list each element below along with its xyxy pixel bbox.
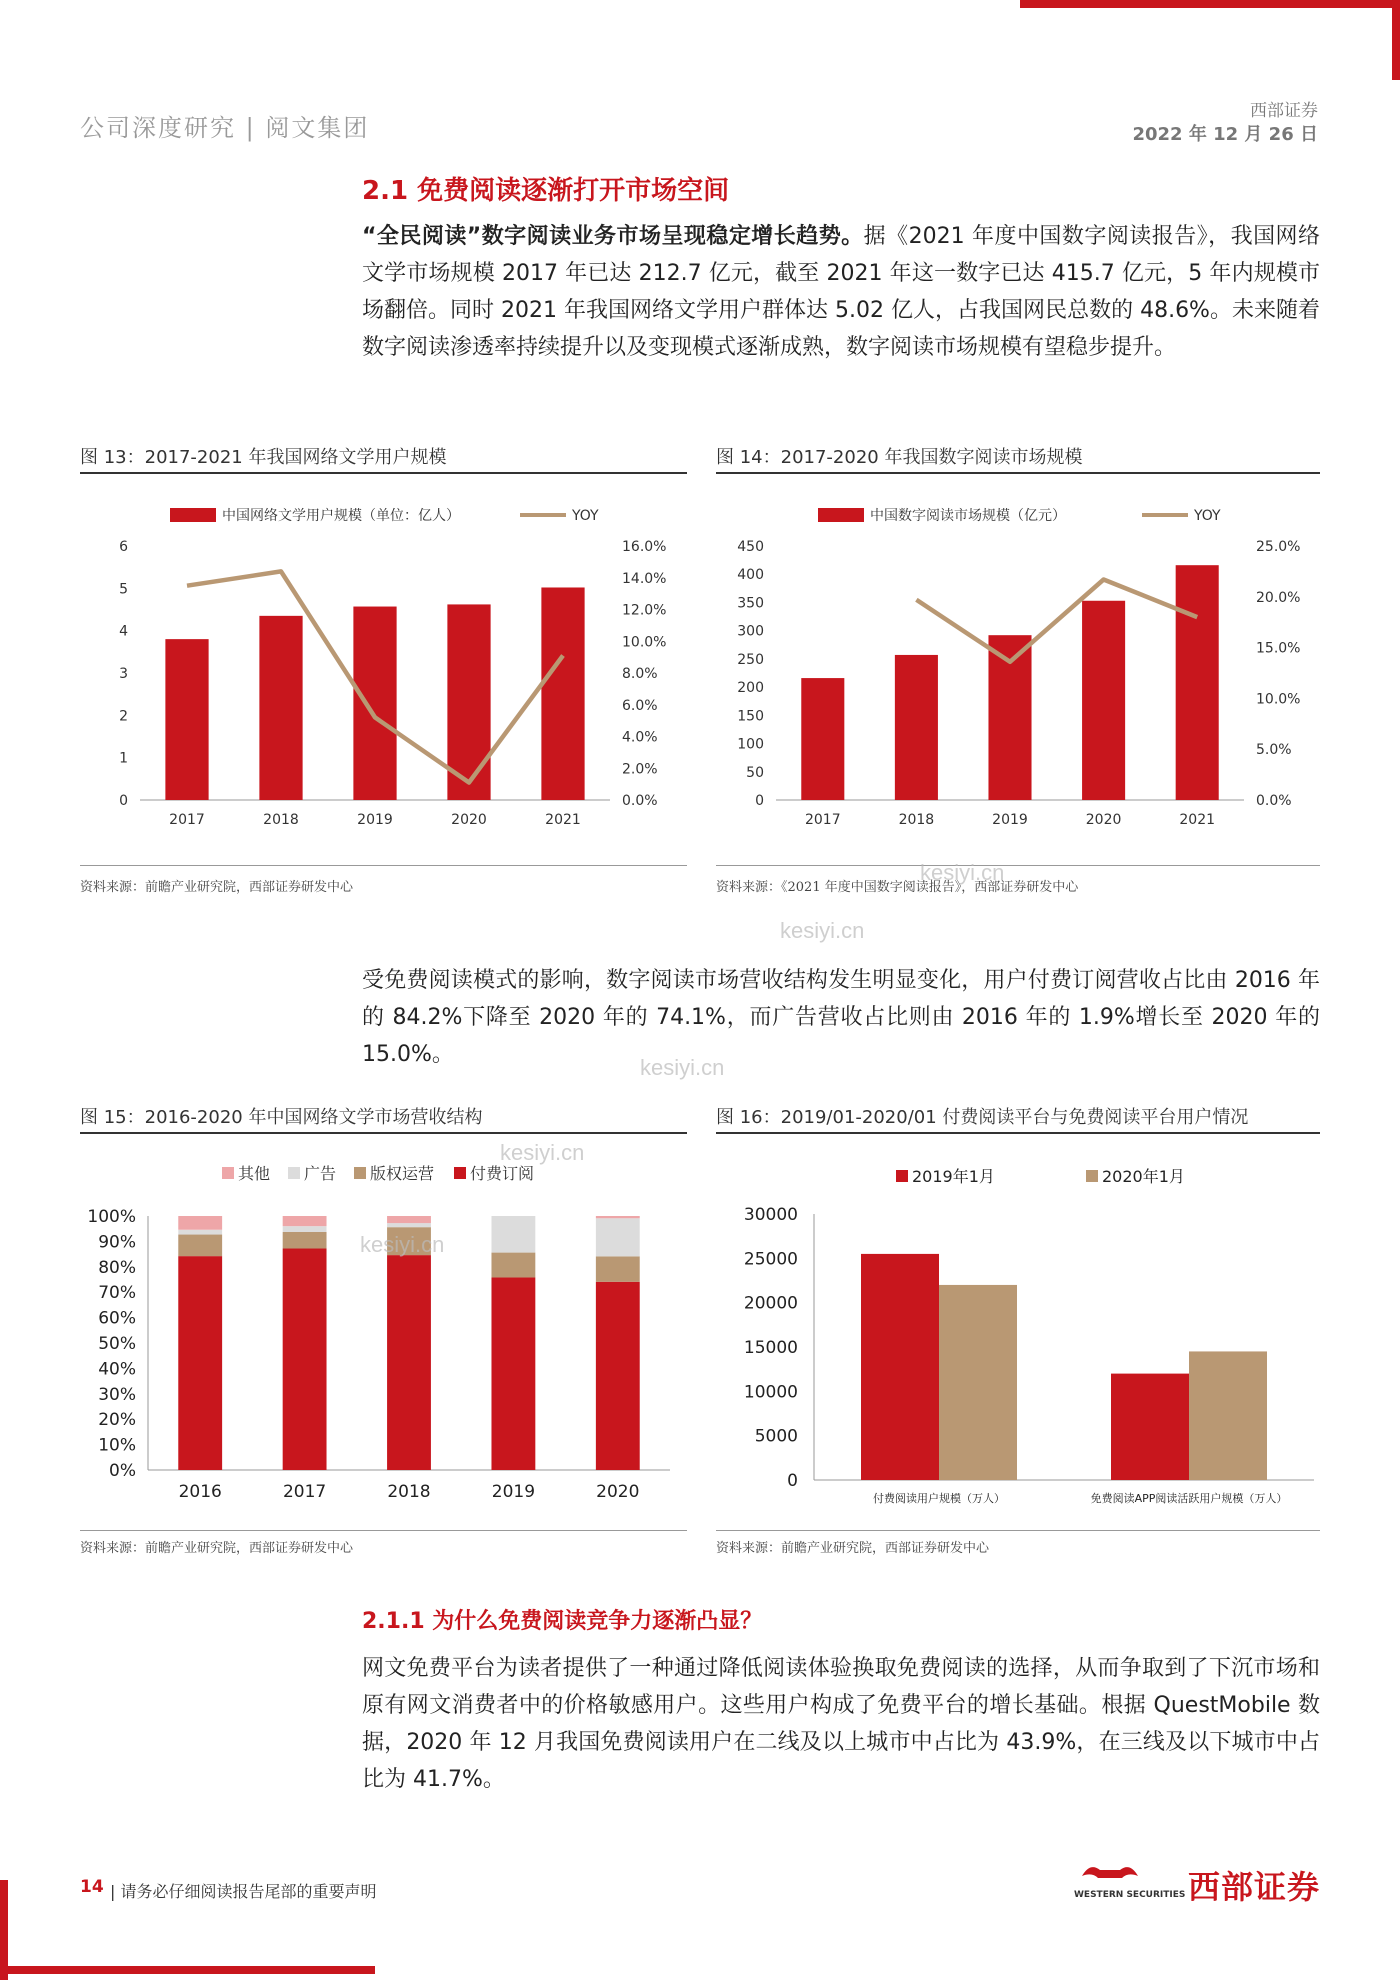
watermark: kesiyi.cn bbox=[780, 918, 865, 943]
stacked-bar-segment bbox=[491, 1253, 535, 1278]
yoy-line bbox=[916, 580, 1197, 662]
header-report-type: 公司深度研究 | 阅文集团 bbox=[80, 114, 370, 142]
subsection-title: 2.1.1 为什么免费阅读竞争力逐渐凸显？ bbox=[362, 1609, 763, 1634]
stacked-bar-segment bbox=[491, 1216, 535, 1253]
legend-swatch bbox=[454, 1167, 466, 1179]
x-tick-label: 2020 bbox=[451, 812, 487, 828]
y-right-tick-label: 20.0% bbox=[1256, 589, 1301, 606]
y-left-tick-label: 200 bbox=[737, 680, 764, 697]
y-left-tick-label: 6 bbox=[119, 539, 128, 555]
fig14-bottom-rule bbox=[716, 865, 1320, 866]
y-tick-label: 0% bbox=[109, 1461, 136, 1481]
stacked-bar-segment bbox=[283, 1216, 327, 1226]
x-tick-label: 2018 bbox=[898, 812, 935, 828]
x-tick-label: 2017 bbox=[804, 812, 841, 828]
stacked-bar-segment bbox=[178, 1235, 222, 1257]
y-tick-label: 30000 bbox=[743, 1205, 798, 1225]
y-left-tick-label: 3 bbox=[119, 666, 128, 682]
stacked-bar-segment bbox=[387, 1223, 431, 1227]
legend-swatch bbox=[896, 1170, 908, 1182]
y-left-tick-label: 5 bbox=[119, 581, 128, 598]
x-tick-label: 付费阅读用户规模（万人） bbox=[873, 1492, 1005, 1505]
bottom-left-frame-vertical bbox=[0, 1880, 8, 1980]
y-tick-label: 10000 bbox=[743, 1382, 798, 1403]
y-tick-label: 60% bbox=[98, 1308, 136, 1329]
y-left-tick-label: 250 bbox=[737, 651, 764, 668]
y-left-tick-label: 450 bbox=[737, 539, 764, 555]
legend-label: 中国网络文学用户规模（单位：亿人） bbox=[222, 508, 460, 524]
y-left-tick-label: 300 bbox=[737, 623, 764, 640]
y-tick-label: 25000 bbox=[743, 1249, 798, 1270]
x-tick-label: 2019 bbox=[357, 812, 393, 828]
stacked-bar-segment bbox=[283, 1232, 327, 1249]
fig13-title: 图 13：2017-2021 年我国网络文学用户规模 bbox=[80, 447, 447, 468]
legend-swatch bbox=[818, 508, 864, 522]
y-left-tick-label: 0 bbox=[119, 793, 128, 809]
fig14-title: 图 14：2017-2020 年我国数字阅读市场规模 bbox=[716, 447, 1083, 468]
bar bbox=[1189, 1351, 1267, 1480]
fig14-top-rule bbox=[716, 472, 1320, 474]
top-frame-bar bbox=[1020, 0, 1400, 8]
bar bbox=[861, 1254, 939, 1480]
legend-label: 2019年1月 bbox=[912, 1167, 995, 1186]
footer-page-number: 14 bbox=[80, 1877, 104, 1897]
fig15-bottom-rule bbox=[80, 1530, 687, 1531]
bar bbox=[541, 587, 584, 800]
y-tick-label: 90% bbox=[98, 1232, 136, 1253]
y-tick-label: 80% bbox=[98, 1257, 136, 1278]
legend-swatch bbox=[354, 1167, 366, 1179]
footer-disclaimer: | 请务必仔细阅读报告尾部的重要声明 bbox=[110, 1882, 377, 1901]
fig16-title: 图 16：2019/01-2020/01 付费阅读平台与免费阅读平台用户情况 bbox=[716, 1107, 1249, 1128]
legend-swatch bbox=[288, 1167, 300, 1179]
y-tick-label: 50% bbox=[98, 1334, 136, 1354]
fig15-chart bbox=[80, 1140, 687, 1525]
revenue-paragraph: 受免费阅读模式的影响，数字阅读市场营收结构发生明显变化，用户付费订阅营收占比由 2016 年的 84.2%下降至 2020 年的 74.1%，而广告营收占比则由 2016 年的 1.9%增长至 2020 年的 15.0%。 bbox=[362, 968, 1320, 1067]
bar bbox=[259, 616, 302, 800]
intro-body: 据《2021 年度中国数字阅读报告》，我国网络文学市场规模 2017 年已达 212.7 亿元，截至 2021 年这一数字已达 415.7 亿元，5 年内规模市场翻倍。同时 2021 年我国网络文学用户群体达 5.02 亿人，占我国网民总数的 48.6%。未来随着数字阅读渗透率持续提升以及变现模式逐渐成熟，数字阅读市场规模有望稳步提升。 bbox=[362, 224, 1321, 360]
legend-swatch bbox=[170, 508, 216, 522]
fig16-top-rule bbox=[716, 1132, 1320, 1134]
x-tick-label: 2019 bbox=[992, 812, 1028, 828]
fig15-top-rule bbox=[80, 1132, 687, 1134]
y-left-tick-label: 1 bbox=[119, 750, 128, 767]
x-tick-label: 2020 bbox=[596, 1482, 640, 1502]
x-tick-label: 2019 bbox=[491, 1482, 536, 1502]
stacked-bar-segment bbox=[387, 1255, 431, 1470]
bar bbox=[1082, 601, 1125, 800]
x-tick-label: 2021 bbox=[1179, 812, 1216, 828]
y-left-tick-label: 350 bbox=[737, 595, 764, 612]
y-right-tick-label: 0.0% bbox=[1256, 793, 1292, 809]
bar bbox=[939, 1285, 1017, 1480]
y-tick-label: 30% bbox=[98, 1384, 136, 1405]
stacked-bar-segment bbox=[491, 1277, 535, 1470]
y-tick-label: 40% bbox=[98, 1359, 136, 1380]
stacked-bar-segment bbox=[596, 1218, 640, 1256]
legend-label: 中国数字阅读市场规模（亿元） bbox=[870, 508, 1066, 524]
fig16-source: 资料来源：前瞻产业研究院，西部证券研发中心 bbox=[716, 1541, 990, 1556]
stacked-bar-segment bbox=[596, 1216, 640, 1218]
bull-logo-icon bbox=[1078, 1858, 1142, 1888]
watermark: kesiyi.cn bbox=[920, 860, 1005, 885]
y-left-tick-label: 50 bbox=[746, 764, 764, 781]
y-right-tick-label: 14.0% bbox=[622, 570, 667, 587]
fig13-chart bbox=[80, 480, 687, 860]
y-right-tick-label: 15.0% bbox=[1256, 640, 1301, 657]
stacked-bar-segment bbox=[178, 1230, 222, 1235]
footer-logo-english: WESTERN SECURITIES bbox=[1074, 1890, 1186, 1900]
legend-label: 付费订阅 bbox=[470, 1164, 535, 1183]
x-tick-label: 2017 bbox=[282, 1482, 327, 1502]
legend-label: 广告 bbox=[304, 1164, 337, 1183]
fig14-chart bbox=[716, 480, 1320, 860]
y-left-tick-label: 0 bbox=[755, 793, 764, 809]
stacked-bar-segment bbox=[178, 1216, 222, 1230]
y-tick-label: 15000 bbox=[743, 1338, 798, 1358]
x-tick-label: 免费阅读APP阅读活跃用户规模（万人） bbox=[1090, 1492, 1288, 1505]
stacked-bar-segment bbox=[596, 1282, 640, 1470]
intro-paragraph bbox=[362, 218, 1320, 366]
watermark: kesiyi.cn bbox=[640, 1055, 725, 1080]
y-right-tick-label: 4.0% bbox=[622, 729, 658, 746]
y-tick-label: 5000 bbox=[754, 1426, 798, 1447]
y-right-tick-label: 5.0% bbox=[1256, 742, 1292, 759]
stacked-bar-segment bbox=[387, 1216, 431, 1223]
y-tick-label: 100% bbox=[87, 1207, 136, 1227]
y-right-tick-label: 0.0% bbox=[622, 793, 658, 809]
y-tick-label: 70% bbox=[98, 1283, 136, 1304]
footer-disclaimer-text: 请务必仔细阅读报告尾部的重要声明 bbox=[120, 1882, 377, 1901]
x-tick-label: 2021 bbox=[545, 812, 581, 828]
y-right-tick-label: 10.0% bbox=[1256, 691, 1301, 708]
watermark: kesiyi.cn bbox=[500, 1140, 585, 1165]
footer-logo: 西部证券 bbox=[1187, 1868, 1320, 1906]
fig14-source: 资料来源：《2021 年度中国数字阅读报告》，西部证券研发中心 bbox=[716, 880, 1079, 895]
x-tick-label: 2018 bbox=[387, 1482, 431, 1502]
legend-label: 其他 bbox=[238, 1164, 271, 1183]
y-left-tick-label: 400 bbox=[737, 567, 764, 584]
y-tick-label: 10% bbox=[98, 1435, 136, 1456]
bar bbox=[1176, 565, 1219, 800]
fig16-bottom-rule bbox=[716, 1530, 1320, 1531]
y-right-tick-label: 25.0% bbox=[1256, 539, 1301, 555]
y-left-tick-label: 4 bbox=[119, 623, 128, 640]
legend-swatch bbox=[1086, 1170, 1098, 1182]
free-reading-paragraph: 网文免费平台为读者提供了一种通过降低阅读体验换取免费阅读的选择，从而争取到了下沉市场和原有网文消费者中的价格敏感用户。这些用户构成了免费平台的增长基础。根据 QuestMobile 数据，2020 年 12 月我国免费阅读用户在二线及以上城市中占比为 43.9%，在三线及以下城市中占比为 41.7%。 bbox=[362, 1656, 1320, 1792]
stacked-bar-segment bbox=[283, 1249, 327, 1470]
y-right-tick-label: 6.0% bbox=[622, 697, 658, 714]
intro-lead: “全民阅读”数字阅读业务市场呈现稳定增长趋势。 bbox=[362, 224, 864, 249]
y-tick-label: 0 bbox=[787, 1471, 798, 1491]
bar bbox=[1111, 1374, 1189, 1480]
x-tick-label: 2016 bbox=[178, 1482, 222, 1502]
fig15-source: 资料来源：前瞻产业研究院，西部证券研发中心 bbox=[80, 1541, 354, 1556]
legend-swatch bbox=[222, 1167, 234, 1179]
y-right-tick-label: 2.0% bbox=[622, 761, 658, 778]
y-left-tick-label: 100 bbox=[737, 736, 764, 753]
legend-label: 2020年1月 bbox=[1102, 1167, 1185, 1186]
legend-label: YOY bbox=[572, 508, 599, 524]
x-tick-label: 2020 bbox=[1085, 812, 1122, 828]
section-title: 2.1 免费阅读逐渐打开市场空间 bbox=[362, 176, 730, 206]
header-brand: 西部证券 bbox=[1250, 101, 1318, 121]
header-date: 2022 年 12 月 26 日 bbox=[1132, 124, 1318, 145]
fig16-chart bbox=[716, 1140, 1320, 1525]
y-tick-label: 20% bbox=[98, 1410, 136, 1431]
stacked-bar-segment bbox=[596, 1256, 640, 1281]
y-right-tick-label: 12.0% bbox=[622, 602, 667, 619]
y-right-tick-label: 16.0% bbox=[622, 539, 667, 555]
bar bbox=[895, 655, 938, 800]
bottom-left-frame-horizontal bbox=[0, 1966, 375, 1974]
legend-label: YOY bbox=[1194, 508, 1221, 524]
fig13-top-rule bbox=[80, 472, 687, 474]
fig15-title: 图 15：2016-2020 年中国网络文学市场营收结构 bbox=[80, 1107, 483, 1128]
y-right-tick-label: 10.0% bbox=[622, 634, 667, 651]
fig13-bottom-rule bbox=[80, 865, 687, 866]
stacked-bar-segment bbox=[178, 1256, 222, 1470]
y-tick-label: 20000 bbox=[743, 1293, 798, 1314]
y-right-tick-label: 8.0% bbox=[622, 666, 658, 682]
fig13-source: 资料来源：前瞻产业研究院，西部证券研发中心 bbox=[80, 880, 354, 895]
bar bbox=[801, 678, 844, 800]
y-left-tick-label: 150 bbox=[737, 708, 764, 725]
x-tick-label: 2017 bbox=[169, 812, 205, 828]
stacked-bar-segment bbox=[283, 1226, 327, 1232]
legend-label: 版权运营 bbox=[370, 1164, 435, 1183]
watermark: kesiyi.cn bbox=[360, 1232, 445, 1257]
y-left-tick-label: 2 bbox=[119, 708, 128, 725]
x-tick-label: 2018 bbox=[263, 812, 299, 828]
bar bbox=[353, 607, 396, 800]
bar bbox=[165, 639, 208, 800]
right-frame-bar bbox=[1392, 0, 1400, 80]
